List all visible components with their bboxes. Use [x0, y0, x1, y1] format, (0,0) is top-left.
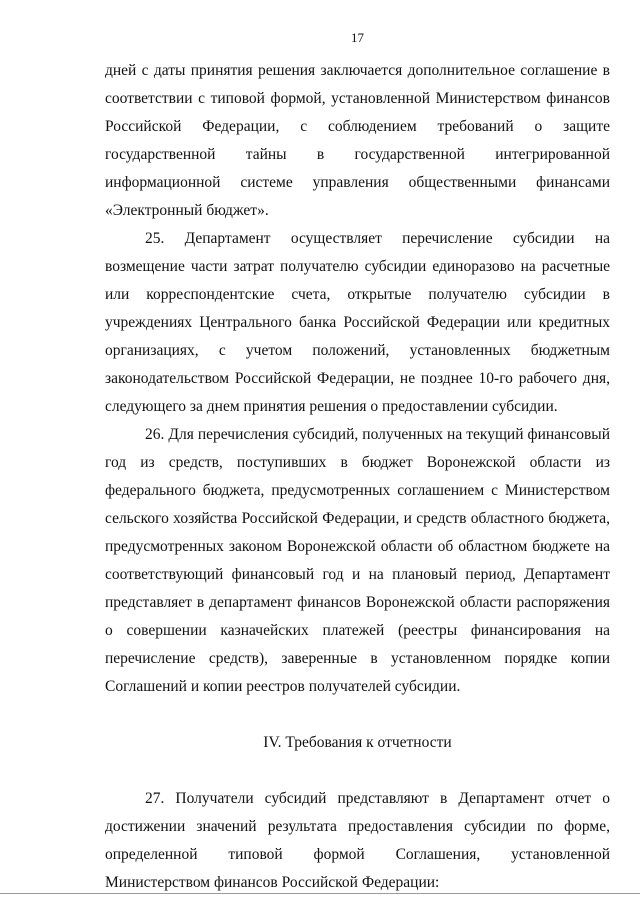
- paragraph-26: 26. Для перечисления субсидий, полученных на текущий финансовый год из средств, поступивших в бюджет Воронежской области из федерального бюджета, предусмотренных соглашением с Министерством сельского хозяйства Российской Федерации, и средств областного бюджета, предусмотренных законом Воронежской области об областном бюджете на соответствующий финансовый год и на плановый период, Департамент представляет в департамент финансов Воронежской области распоряжения о совершении казначейских платежей (реестры финансирования на перечисление средств), заверенные в установленном порядке копии Соглашений и копии реестров получателей субсидии.: [105, 426, 610, 695]
- section-heading: IV. Требования к отчетности: [263, 734, 452, 751]
- paragraph-27: 27. Получатели субсидий представляют в Департамент отчет о достижении значений результата предоставления субсидии по форме, определенной типовой формой Соглашения, установленной Министерством финансов Российской Федерации:: [105, 790, 610, 891]
- continuation-paragraph: дней с даты принятия решения заключается дополнительное соглашение в соответствии с типовой формой, установленной Министерством финансов Российской Федерации, с соблюдением требований о защите государственной тайны в государственной интегрированной информационной системе управления общественными финансами «Электронный бюджет».: [105, 62, 610, 219]
- paragraph-25: 25. Департамент осуществляет перечисление субсидии на возмещение части затрат получателю субсидии единоразово на расчетные или корреспондентские счета, открытые получателю субсидии в учреждениях Центрального банка Российской Федерации или кредитных организациях, с учетом положений, установленных бюджетным законодательством Российской Федерации, не позднее 10-го рабочего дня, следующего за днем принятия решения о предоставлении субсидии.: [105, 230, 610, 415]
- page-number: 17: [351, 30, 364, 45]
- scan-edge-line: [0, 893, 640, 894]
- document-body: [105, 57, 610, 897]
